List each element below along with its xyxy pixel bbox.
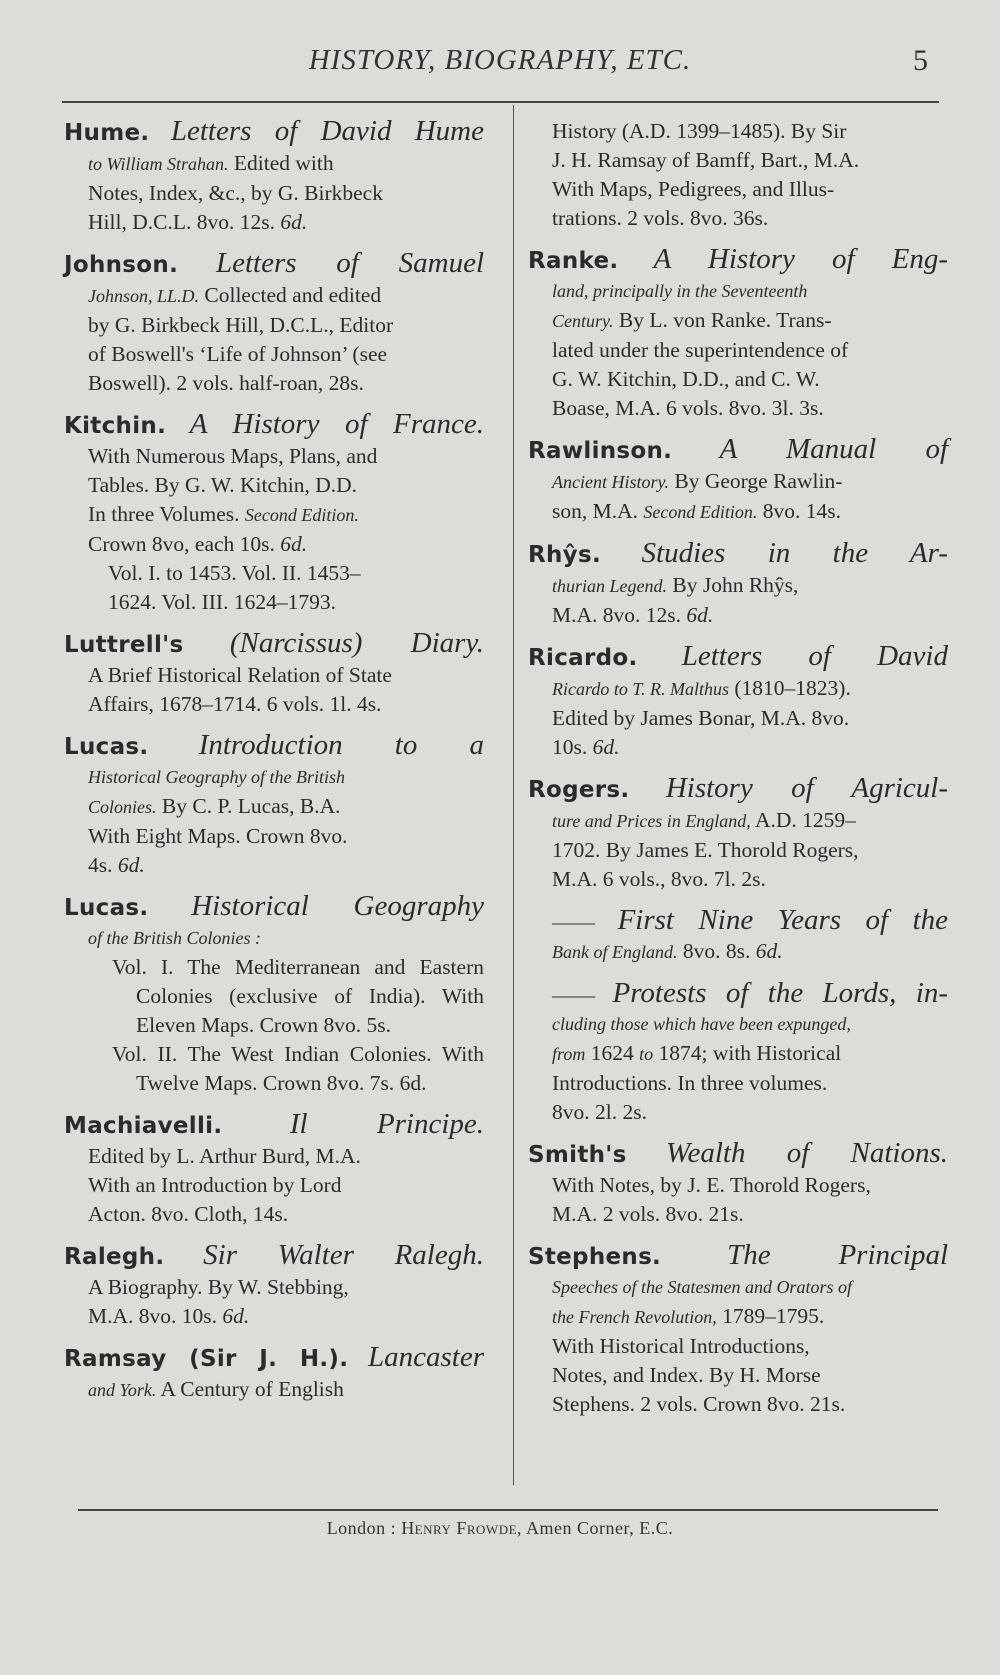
- running-header: HISTORY, BIOGRAPHY, ETC.: [308, 44, 692, 76]
- entry-title: A History of Eng-: [653, 243, 949, 275]
- entry-title: Lancaster: [368, 1341, 484, 1373]
- entry-title: Studies in the Ar-: [641, 537, 949, 569]
- entry-kitchin: Kitchin. A History of France. With Numerous Maps, Plans, and Tables. By G. W. Kitchin, D.D. In three Volumes. Second Edition. Crown 8vo, each 10s. 6d. Vol. I. to 1453. Vol. II. 1453– 1624. Vol. III. 1624–1793.: [64, 408, 485, 614]
- entry-ramsay: Ramsay (Sir J. H.). Lancaster and York. A Century of English: [64, 1341, 484, 1401]
- entry-author: Hume.: [64, 120, 150, 146]
- entry-author: Johnson.: [64, 252, 179, 278]
- entry-smith: Smith's Wealth of Nations. With Notes, by J. E. Thorold Rogers, M.A. 2 vols. 8vo. 21s.: [528, 1137, 949, 1226]
- entry-author: Ricardo.: [528, 645, 638, 671]
- entry-author: Rawlinson.: [528, 438, 673, 464]
- entry-title: Protests of the Lords, in-: [612, 977, 949, 1009]
- entry-title: A Manual of: [719, 433, 949, 465]
- entry-title: (Narcissus) Diary.: [229, 627, 484, 659]
- entry-title: The Principal: [727, 1239, 948, 1271]
- ditto-dash: ——: [552, 983, 595, 1007]
- entry-ranke: Ranke. A History of Eng- land, principally in the Seventeenth Century. By L. von Ranke. Trans- lated under the superintendence of G. W. Kitchin, D.D., and C. W. Boase, M.A. 6 vols. 8vo. 3l. 3s.: [528, 243, 949, 420]
- entry-ralegh: Ralegh. Sir Walter Ralegh. A Biography. By W. Stebbing, M.A. 8vo. 10s. 6d.: [64, 1239, 484, 1328]
- entry-title: Letters of David Hume: [170, 115, 484, 147]
- column-divider: [513, 105, 514, 1485]
- entry-author: Rogers.: [528, 777, 630, 803]
- entry-title: First Nine Years of the: [617, 904, 948, 936]
- bottom-rule: [78, 1509, 938, 1511]
- entry-author: Lucas.: [64, 895, 149, 921]
- entry-hume: Hume. Letters of David Hume to William Strahan. Edited with Notes, Index, &c., by G. Birkbeck Hill, D.C.L. 8vo. 12s. 6d.: [64, 115, 484, 234]
- entry-author: Machiavelli.: [64, 1113, 223, 1139]
- entry-author: Ramsay (Sir J. H.).: [64, 1346, 349, 1372]
- entry-rogers-protests: —— Protests of the Lords, in- cluding those which have been expunged, from 1624 to 1874; with Historical Introductions. In three volumes. 8vo. 2l. 2s.: [552, 977, 949, 1124]
- entry-ricardo: Ricardo. Letters of David Ricardo to T. R. Malthus (1810–1823). Edited by James Bonar, M.A. 8vo. 10s. 6d.: [528, 640, 948, 759]
- entry-rhys: Rhŷs. Studies in the Ar- thurian Legend. By John Rhŷs, M.A. 8vo. 12s. 6d.: [528, 537, 949, 627]
- entry-ramsay-continued: History (A.D. 1399–1485). By Sir J. H. Ramsay of Bamff, Bart., M.A. With Maps, Pedigrees, and Illus- trations. 2 vols. 8vo. 36s.: [552, 119, 860, 230]
- entry-lucas-geography: Lucas. Historical Geography of the British Colonies : Vol. I. The Mediterranean and Eastern Colonies (exclusive of India). With Eleven Maps. Crown 8vo. 5s. Vol. II. The West Indian Colonies. With Twelve Maps. Crown 8vo. 7s. 6d.: [64, 890, 484, 1095]
- entry-lucas-introduction: Lucas. Introduction to a Historical Geography of the British Colonies. By C. P. Lucas, B.A. With Eight Maps. Crown 8vo. 4s. 6d.: [64, 729, 485, 877]
- entry-title: History of Agricul-: [665, 772, 948, 804]
- entry-machiavelli: Machiavelli. Il Principe. Edited by L. Arthur Burd, M.A. With an Introduction by Lord Acton. 8vo. Cloth, 14s.: [64, 1108, 485, 1226]
- entry-rogers-bank: —— First Nine Years of the Bank of England. 8vo. 8s. 6d.: [552, 904, 948, 963]
- entry-title: Introduction to a: [198, 729, 485, 761]
- page-number: 5: [913, 44, 928, 77]
- entry-author: Smith's: [528, 1142, 627, 1168]
- entry-title: Letters of David: [681, 640, 948, 672]
- entry-title: Wealth of Nations.: [666, 1137, 949, 1169]
- entry-stephens: Stephens. The Principal Speeches of the Statesmen and Orators of the French Revolution, 1789–1795. With Historical Introductions, Notes, and Index. By H. Morse Stephens. 2 vols. Crown 8vo. 21s.: [528, 1239, 948, 1416]
- entry-rogers: Rogers. History of Agricul- ture and Prices in England, A.D. 1259– 1702. By James E. Thorold Rogers, M.A. 6 vols., 8vo. 7l. 2s.: [528, 772, 948, 891]
- entry-author: Ralegh.: [64, 1244, 165, 1270]
- entry-author: Luttrell's: [64, 632, 184, 658]
- entry-author: Ranke.: [528, 248, 619, 274]
- entry-author: Rhŷs.: [528, 542, 602, 568]
- entry-title: Sir Walter Ralegh.: [203, 1239, 484, 1271]
- entry-title: A History of France.: [189, 408, 485, 440]
- entry-title: Il Principe.: [289, 1108, 485, 1140]
- entry-title: Letters of Samuel: [216, 247, 484, 279]
- right-column: [528, 117, 948, 1431]
- publisher-imprint: London : Henry Frowde, Amen Corner, E.C.: [326, 1518, 674, 1538]
- entry-title: Historical Geography: [191, 890, 484, 922]
- entry-author: Kitchin.: [64, 413, 167, 439]
- entry-author: Lucas.: [64, 734, 149, 760]
- entry-author: Stephens.: [528, 1244, 662, 1270]
- ditto-dash: ——: [552, 910, 595, 934]
- left-column: [64, 117, 484, 1417]
- top-rule: [62, 101, 939, 103]
- entry-rawlinson: Rawlinson. A Manual of Ancient History. By George Rawlin- son, M.A. Second Edition. 8vo. 14s.: [528, 433, 949, 523]
- entry-johnson: Johnson. Letters of Samuel Johnson, LL.D. Collected and edited by G. Birkbeck Hill, D.C.L., Editor of Boswell's ‘Life of Johnson’ (see Boswell). 2 vols. half-roan, 28s.: [64, 247, 484, 395]
- entry-luttrell: Luttrell's (Narcissus) Diary. A Brief Historical Relation of State Affairs, 1678–1714. 6 vols. 1l. 4s.: [64, 627, 484, 716]
